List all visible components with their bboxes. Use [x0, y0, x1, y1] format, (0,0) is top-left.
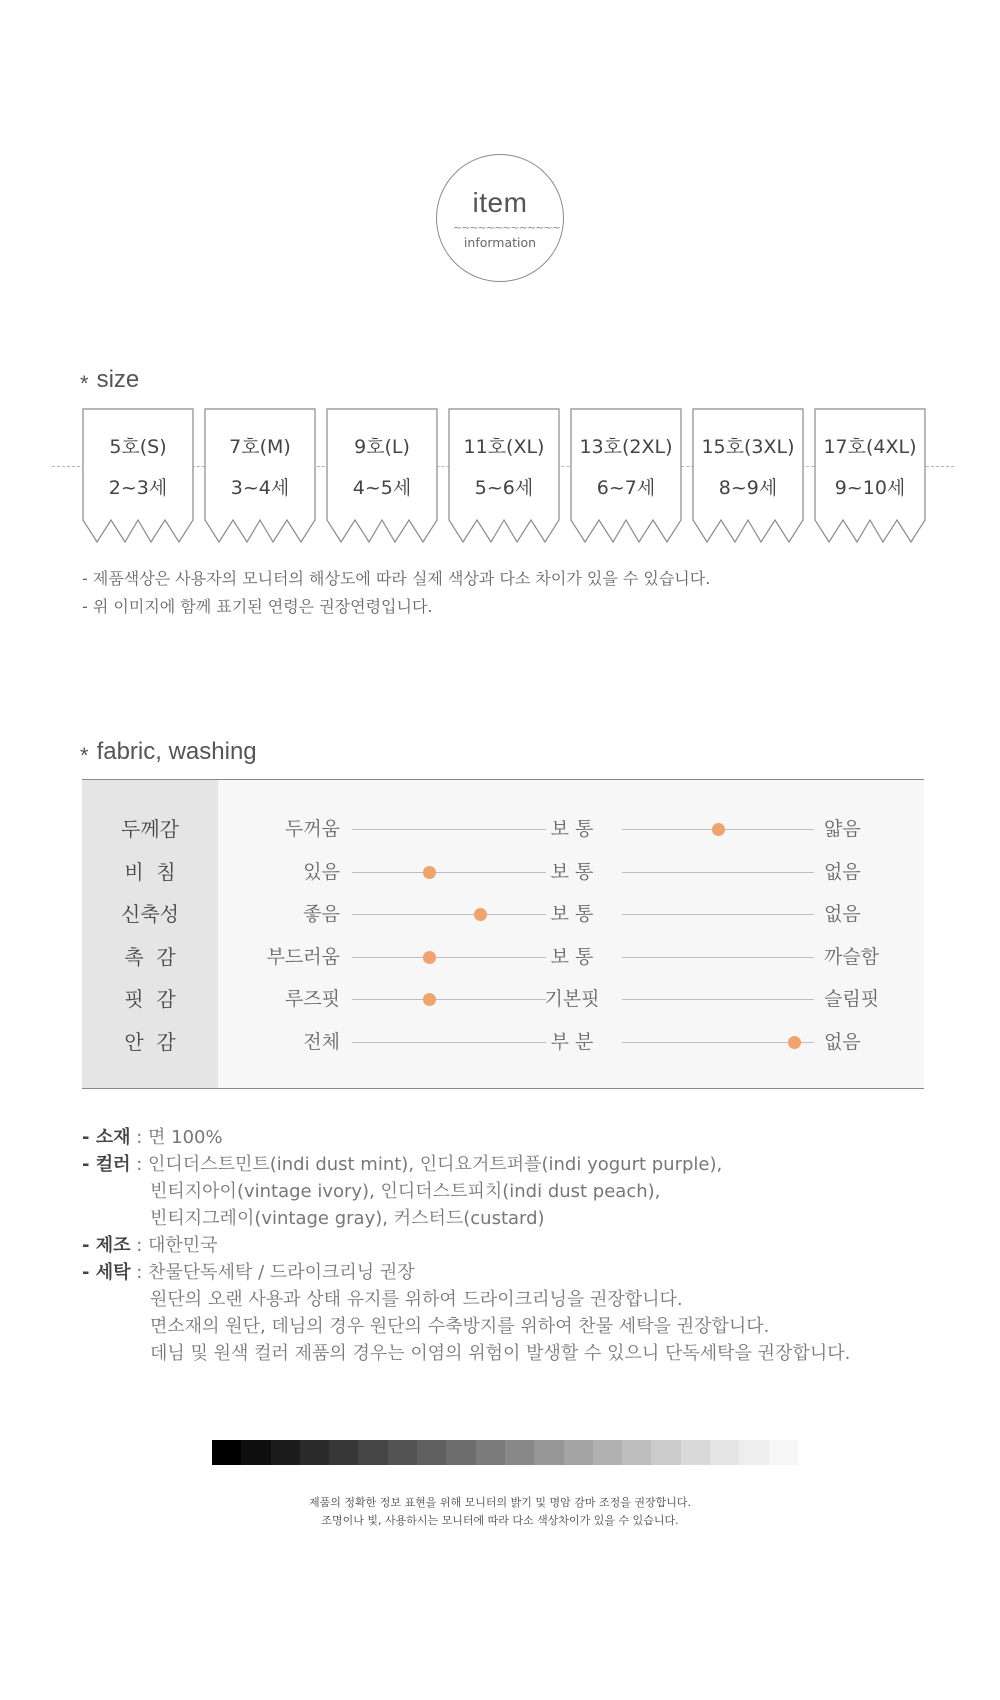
grayscale-swatch — [212, 1440, 241, 1465]
tag-age-label: 6~7세 — [596, 477, 656, 499]
badge-wave: ~~~~~~~~~~~~~ — [453, 221, 560, 234]
tag-size-label: 7호(M) — [229, 436, 291, 458]
grayscale-swatch — [271, 1440, 300, 1465]
grayscale-swatch — [769, 1440, 798, 1465]
size-heading-text: size — [96, 366, 140, 393]
grayscale-swatch — [534, 1440, 563, 1465]
tag-size-label: 5호(S) — [109, 436, 167, 458]
tag-size-label: 11호(XL) — [463, 436, 545, 458]
fabric-row-label: 비 침 — [124, 860, 176, 884]
spec-washing-line: 면소재의 원단, 데님의 경우 원단의 수축방지를 위하여 찬물 세탁을 권장합니다. — [150, 1316, 770, 1337]
fabric-level-dot — [788, 1036, 801, 1049]
spec-washing-line: 원단의 오랜 사용과 상태 유지를 위하여 드라이크리닝을 권장합니다. — [150, 1289, 683, 1310]
fabric-left-value: 부드러움 — [266, 946, 340, 968]
spec-washing — [82, 1259, 415, 1286]
spec-material — [82, 1124, 223, 1151]
tag-size-label: 17호(4XL) — [823, 436, 917, 458]
tag-age-label: 2~3세 — [108, 477, 168, 499]
spec-material-value: : 면 100% — [130, 1127, 223, 1148]
spec-origin-label: - 제조 — [82, 1235, 131, 1256]
fabric-row — [82, 857, 924, 887]
fabric-right-value: 얇음 — [824, 818, 861, 840]
tag-size-label: 13호(2XL) — [579, 436, 673, 458]
size-heading — [80, 366, 139, 397]
size-tag — [326, 408, 438, 544]
badge-subtitle: information — [463, 235, 537, 250]
fabric-middle-value: 보 통 — [550, 861, 594, 883]
tag-age-label: 8~9세 — [718, 477, 778, 499]
fabric-row-label: 핏 감 — [124, 987, 176, 1011]
size-tag — [570, 408, 682, 544]
note-color: - 제품색상은 사용자의 모니터의 해상도에 따라 실제 색상과 다소 차이가 있을 수 있습니다. — [82, 569, 711, 588]
fabric-track-right — [622, 914, 814, 915]
fabric-row — [82, 814, 924, 844]
fabric-level-dot — [423, 866, 436, 879]
fabric-level-dot — [423, 993, 436, 1006]
note-age: - 위 이미지에 함께 표기된 연령은 권장연령입니다. — [82, 597, 433, 616]
fabric-level-dot — [423, 951, 436, 964]
fabric-level-dot — [712, 823, 725, 836]
fabric-track-right — [622, 1042, 814, 1043]
grayscale-swatch — [446, 1440, 475, 1465]
fabric-heading — [80, 738, 257, 769]
tag-age-label: 5~6세 — [474, 477, 534, 499]
grayscale-swatch — [681, 1440, 710, 1465]
grayscale-swatch — [505, 1440, 534, 1465]
fabric-table — [82, 779, 924, 1089]
fabric-right-value: 없음 — [824, 861, 861, 883]
tag-age-label: 4~5세 — [352, 477, 412, 499]
grayscale-swatch — [622, 1440, 651, 1465]
grayscale-swatch — [417, 1440, 446, 1465]
grayscale-swatch — [593, 1440, 622, 1465]
footer-note-2: 조명이나 빛, 사용하시는 모니터에 따라 다소 색상차이가 있을 수 있습니다. — [321, 1514, 679, 1527]
grayscale-swatch — [388, 1440, 417, 1465]
spec-washing-label: - 세탁 — [82, 1262, 131, 1283]
fabric-heading-text: fabric, washing — [96, 738, 257, 765]
size-tag — [204, 408, 316, 544]
grayscale-swatch — [739, 1440, 768, 1465]
size-tag — [814, 408, 926, 544]
fabric-middle-value: 보 통 — [550, 818, 594, 840]
spec-washing-line: 데님 및 원색 컬러 제품의 경우는 이염의 위험이 발생할 수 있으니 단독세탁을 권장합니다. — [150, 1343, 851, 1364]
fabric-middle-value: 보 통 — [550, 903, 594, 925]
fabric-middle-value: 보 통 — [550, 946, 594, 968]
tag-size-label: 15호(3XL) — [701, 436, 795, 458]
fabric-right-value: 까슬함 — [824, 946, 880, 968]
fabric-right-value: 슬림핏 — [824, 988, 880, 1010]
grayscale-calibration-bar — [212, 1440, 798, 1465]
fabric-row-label: 촉 감 — [124, 945, 176, 969]
fabric-left-value: 좋음 — [303, 903, 340, 925]
fabric-row-label: 안 감 — [124, 1030, 176, 1054]
fabric-left-value: 두꺼움 — [284, 818, 340, 840]
fabric-row — [82, 1027, 924, 1057]
fabric-row — [82, 942, 924, 972]
spec-color-value: : 인디더스트민트(indi dust mint), 인디요거트퍼플(indi yogurt purple), — [130, 1154, 723, 1175]
grayscale-swatch — [358, 1440, 387, 1465]
fabric-right-value: 없음 — [824, 903, 861, 925]
grayscale-swatch — [329, 1440, 358, 1465]
size-tag — [448, 408, 560, 544]
fabric-row-label: 신축성 — [121, 902, 179, 926]
spec-color — [82, 1151, 722, 1178]
spec-color-line: 빈티지그레이(vintage gray), 커스터드(custard) — [150, 1208, 545, 1229]
fabric-row — [82, 899, 924, 929]
fabric-middle-value: 기본핏 — [544, 988, 600, 1010]
grayscale-swatch — [300, 1440, 329, 1465]
spec-color-label: - 컬러 — [82, 1154, 131, 1175]
fabric-left-value: 전체 — [303, 1031, 340, 1053]
tag-size-label: 9호(L) — [354, 436, 410, 458]
badge-title: item — [472, 187, 528, 218]
asterisk-icon: * — [80, 743, 89, 768]
fabric-row-label: 두께감 — [121, 817, 179, 841]
fabric-right-value: 없음 — [824, 1031, 861, 1053]
grayscale-swatch — [564, 1440, 593, 1465]
fabric-middle-value: 부 분 — [550, 1031, 594, 1053]
size-tag — [692, 408, 804, 544]
spec-material-label: - 소재 — [82, 1127, 131, 1148]
fabric-left-value: 루즈핏 — [284, 988, 340, 1010]
grayscale-swatch — [241, 1440, 270, 1465]
fabric-track-right — [622, 872, 814, 873]
item-information-badge — [436, 154, 564, 282]
fabric-left-value: 있음 — [303, 861, 340, 883]
asterisk-icon: * — [80, 371, 89, 396]
fabric-track-right — [622, 999, 814, 1000]
grayscale-swatch — [476, 1440, 505, 1465]
spec-color-line: 빈티지아이(vintage ivory), 인디더스트피치(indi dust peach), — [150, 1181, 661, 1202]
fabric-level-dot — [474, 908, 487, 921]
spec-origin-value: : 대한민국 — [130, 1235, 218, 1256]
grayscale-swatch — [651, 1440, 680, 1465]
grayscale-swatch — [710, 1440, 739, 1465]
fabric-row — [82, 984, 924, 1014]
tag-age-label: 9~10세 — [834, 477, 906, 499]
fabric-track-right — [622, 957, 814, 958]
spec-washing-value: : 찬물단독세탁 / 드라이크리닝 권장 — [130, 1262, 415, 1283]
tag-age-label: 3~4세 — [230, 477, 290, 499]
footer-note-1: 제품의 정확한 정보 표현을 위해 모니터의 밝기 및 명암 감마 조정을 권장합니다. — [309, 1496, 691, 1509]
spec-origin — [82, 1232, 218, 1259]
size-tag — [82, 408, 194, 544]
